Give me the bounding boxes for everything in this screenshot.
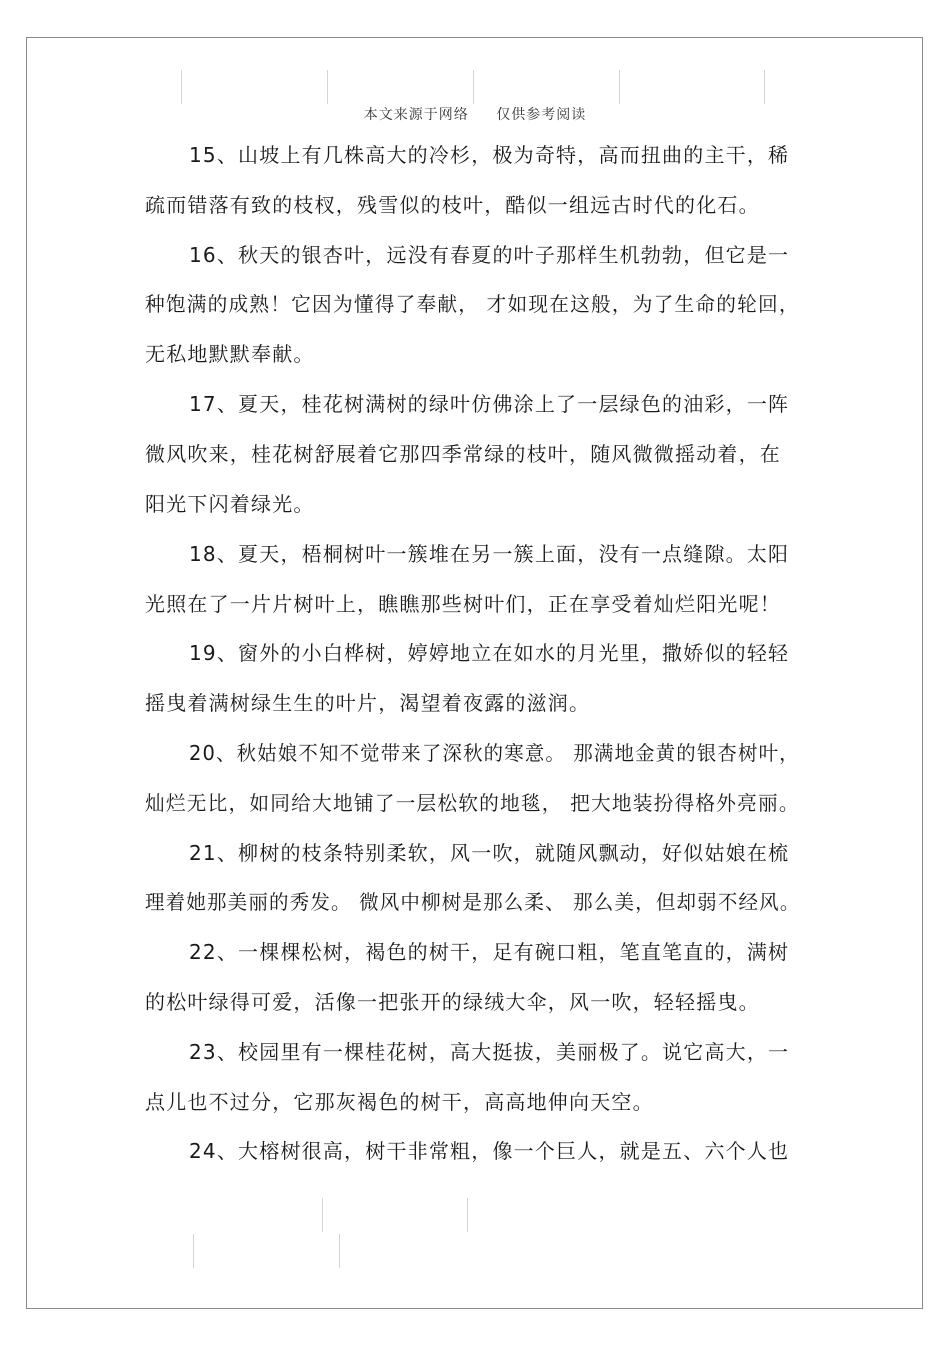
paragraph-line: 23、校园里有一棵桂花树，高大挺拔，美丽极了。说它高大，一 — [189, 1040, 790, 1064]
paragraph-line: 阳光下闪着绿光。 — [145, 492, 315, 516]
bottom-rule-1 — [322, 1198, 323, 1232]
paragraph-line: 22、一棵棵松树，褐色的树干，足有碗口粗，笔直笔直的，满树 — [189, 940, 790, 964]
paragraph-line: 无私地默默奉献。 — [145, 342, 315, 366]
paragraph-line: 点儿也不过分，它那灰褐色的树干，高高地伸向天空。 — [145, 1090, 654, 1114]
top-rule-1 — [181, 70, 182, 104]
paragraph-line: 摇曳着满树绿生生的叶片，渴望着夜露的滋润。 — [145, 691, 591, 715]
bottom-rule-4 — [339, 1234, 340, 1268]
paragraph-line: 理着她那美丽的秀发。 微风中柳树是那么柔、 那么美，但却弱不经风。 — [145, 890, 801, 914]
paragraph-line: 16、秋天的银杏叶，远没有春夏的叶子那样生机勃勃，但它是一 — [189, 243, 790, 267]
paragraph-line: 疏而错落有致的枝杈，残雪似的枝叶，酷似一组远古时代的化石。 — [145, 193, 760, 217]
top-rule-3 — [473, 70, 474, 104]
header-note — [0, 104, 950, 124]
paragraph-line: 的松叶绿得可爱，活像一把张开的绿绒大伞，风一吹，轻轻摇曳。 — [145, 990, 760, 1014]
paragraph-line: 18、夏天，梧桐树叶一簇堆在另一簇上面，没有一点缝隙。太阳 — [189, 542, 790, 566]
top-rule-5 — [764, 70, 765, 104]
top-rule-4 — [619, 70, 620, 104]
bottom-rule-2 — [467, 1198, 468, 1232]
reference-note: 仅供参考阅读 — [496, 107, 587, 123]
paragraph-line: 21、柳树的枝条特别柔软，风一吹，就随风飘动，好似姑娘在梳 — [189, 841, 790, 865]
paragraph-line: 光照在了一片片树叶上，瞧瞧那些树叶们，正在享受着灿烂阳光呢！ — [145, 592, 781, 616]
paragraph-line: 微风吹来，桂花树舒展着它那四季常绿的枝叶，随风微微摇动着，在 — [145, 442, 781, 466]
top-rule-2 — [327, 70, 328, 104]
bottom-rule-3 — [193, 1234, 194, 1268]
paragraph-line: 17、夏天，桂花树满树的绿叶仿佛涂上了一层绿色的油彩，一阵 — [189, 392, 790, 416]
paragraph-line: 种饱满的成熟！它因为懂得了奉献， 才如现在这般，为了生命的轮回， — [145, 292, 800, 316]
paragraph-line: 24、大榕树很高，树干非常粗，像一个巨人，就是五、六个人也 — [189, 1139, 790, 1163]
paragraph-line: 19、窗外的小白桦树，婷婷地立在如水的月光里，撒娇似的轻轻 — [189, 641, 790, 665]
paragraph-line: 20、秋姑娘不知不觉带来了深秋的寒意。 那满地金黄的银杏树叶， — [189, 741, 800, 765]
page-frame — [26, 37, 923, 1309]
paragraph-line: 15、山坡上有几株高大的冷杉，极为奇特，高而扭曲的主干，稀 — [189, 143, 790, 167]
paragraph-line: 灿烂无比，如同给大地铺了一层松软的地毯， 把大地装扮得格外亮丽。 — [145, 791, 800, 815]
source-note: 本文来源于网络 — [363, 107, 469, 123]
